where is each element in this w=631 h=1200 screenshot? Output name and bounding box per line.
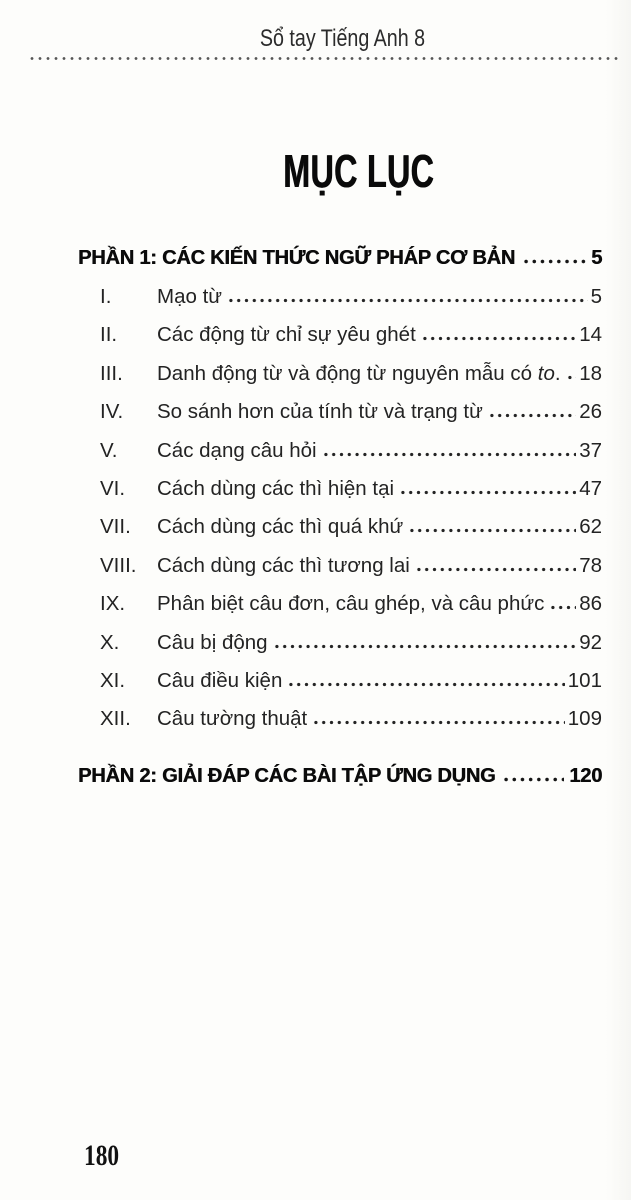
toc-item bbox=[78, 393, 602, 431]
toc-item bbox=[78, 278, 602, 316]
toc-item-page: 47 bbox=[579, 476, 602, 500]
toc-item-numeral: XI. bbox=[100, 668, 126, 692]
toc-item bbox=[78, 585, 602, 623]
toc-item-label bbox=[157, 547, 410, 585]
toc-item-label bbox=[157, 393, 483, 431]
folio-page-number: 180 bbox=[84, 1139, 120, 1172]
toc-item-label-text: Phân biệt câu đơn, câu ghép, và câu phức bbox=[157, 592, 545, 616]
dot-leader bbox=[408, 513, 576, 533]
toc-item-numeral: VIII. bbox=[100, 553, 137, 577]
toc-item-label-text: Câu điều kiện bbox=[157, 668, 283, 692]
toc-item-label bbox=[157, 624, 268, 662]
toc-item bbox=[78, 662, 602, 700]
toc-item-label bbox=[157, 470, 394, 508]
toc-item-numeral: IX. bbox=[100, 592, 126, 616]
toc-part1-page: 5 bbox=[591, 247, 602, 269]
toc-item-label-italic: to bbox=[537, 361, 555, 385]
toc-item-page: 18 bbox=[579, 361, 602, 385]
toc-item-label bbox=[157, 355, 561, 393]
toc-item-label-text: So sánh hơn của tính từ và trạng từ bbox=[157, 400, 483, 424]
toc-item-numeral: VI. bbox=[100, 476, 126, 500]
page-title: MỤC LỤC bbox=[283, 145, 434, 197]
dot-leader bbox=[322, 437, 577, 457]
dot-leader bbox=[415, 552, 576, 572]
toc-part1-heading bbox=[78, 238, 602, 278]
toc-item-page: 92 bbox=[579, 630, 602, 654]
toc-part2-page: 120 bbox=[569, 764, 602, 787]
table-of-contents bbox=[78, 238, 602, 796]
toc-part1-label: PHẦN 1: CÁC KIẾN THỨC NGỮ PHÁP CƠ BẢN bbox=[78, 247, 515, 269]
dot-leader bbox=[488, 398, 576, 418]
toc-item-numeral: IV. bbox=[100, 400, 124, 424]
toc-item-page: 5 bbox=[590, 285, 602, 308]
toc-item-page: 109 bbox=[567, 707, 602, 731]
toc-item-numeral: III. bbox=[100, 361, 123, 385]
toc-item-label-text: Cách dùng các thì hiện tại bbox=[157, 476, 395, 500]
toc-item-label-text: Cách dùng các thì quá khứ bbox=[157, 515, 404, 539]
toc-item-page: 26 bbox=[579, 400, 602, 424]
toc-item-label bbox=[157, 662, 282, 700]
dot-leader bbox=[227, 283, 588, 303]
dot-leader bbox=[502, 762, 564, 782]
toc-item-page: 86 bbox=[579, 592, 602, 616]
toc-item-numeral: XII. bbox=[100, 707, 131, 731]
toc-part2-heading bbox=[78, 756, 602, 796]
toc-part2-label: PHẦN 2: GIẢI ĐÁP CÁC BÀI TẬP ỨNG DỤNG bbox=[78, 764, 496, 787]
toc-item-label-text: Các dạng câu hỏi bbox=[157, 438, 317, 462]
toc-item bbox=[78, 316, 602, 354]
toc-item-label bbox=[157, 316, 416, 354]
toc-item-numeral: X. bbox=[100, 630, 120, 654]
toc-item-numeral: VII. bbox=[100, 515, 131, 539]
toc-item-page: 14 bbox=[579, 323, 602, 347]
dot-leader bbox=[522, 244, 586, 264]
toc-item-page: 62 bbox=[579, 515, 602, 539]
toc-item-label-after: . bbox=[554, 361, 561, 385]
toc-item-label-text: Danh động từ và động từ nguyên mẫu có bbox=[157, 361, 538, 385]
toc-item-label-text: Mạo từ bbox=[157, 285, 222, 308]
toc-item bbox=[78, 432, 602, 470]
toc-item-page: 78 bbox=[579, 553, 602, 577]
toc-item-numeral: V. bbox=[100, 438, 118, 462]
dot-leader bbox=[312, 705, 565, 725]
toc-item-label-text: Câu tường thuật bbox=[157, 707, 308, 731]
toc-item bbox=[78, 470, 602, 508]
toc-item-label-text: Cách dùng các thì tương lai bbox=[157, 553, 410, 577]
dot-leader bbox=[273, 629, 577, 649]
toc-item-label bbox=[157, 700, 307, 738]
toc-item-page: 101 bbox=[567, 668, 602, 692]
dot-leader bbox=[399, 475, 576, 495]
toc-item-label bbox=[157, 508, 403, 546]
dot-leader bbox=[421, 321, 576, 341]
dot-leader bbox=[549, 590, 576, 610]
toc-item bbox=[78, 508, 602, 546]
toc-item-list bbox=[78, 278, 602, 739]
toc-item-numeral: I. bbox=[100, 285, 112, 308]
running-header: Sổ tay Tiếng Anh 8 bbox=[259, 25, 426, 52]
toc-item bbox=[78, 624, 602, 662]
dot-leader bbox=[566, 360, 577, 380]
toc-item-page: 37 bbox=[579, 438, 602, 462]
toc-item-label bbox=[157, 278, 222, 316]
toc-item-label-text: Câu bị động bbox=[157, 630, 268, 654]
toc-item-label bbox=[157, 585, 544, 623]
toc-item-numeral: II. bbox=[100, 323, 118, 347]
dot-leader bbox=[287, 667, 564, 687]
toc-item-label-text: Các động từ chỉ sự yêu ghét bbox=[157, 323, 416, 347]
dotted-header-rule bbox=[28, 56, 621, 61]
toc-item bbox=[78, 700, 602, 738]
toc-item-label bbox=[157, 432, 317, 470]
toc-item bbox=[78, 355, 602, 393]
toc-item bbox=[78, 547, 602, 585]
